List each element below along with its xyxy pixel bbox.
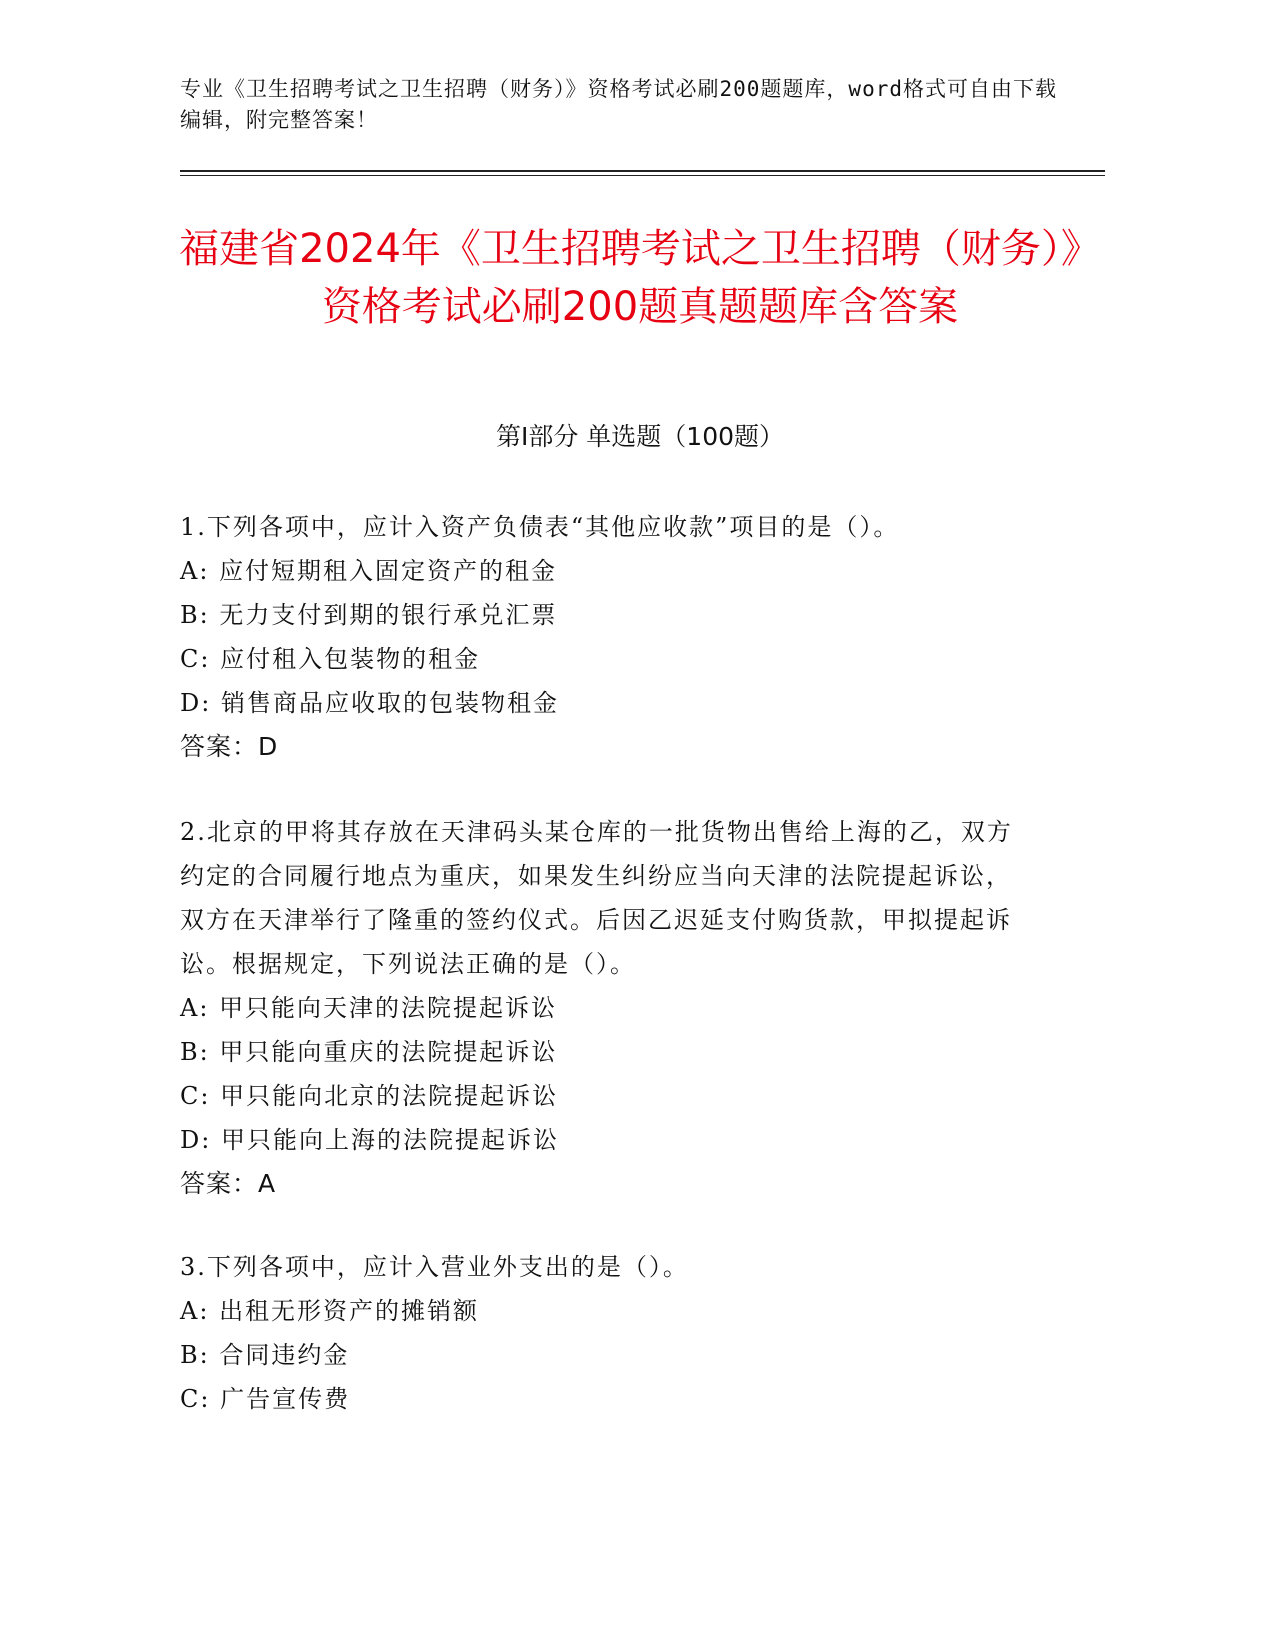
option-text: 应付短期租入固定资产的租金 <box>219 557 558 585</box>
option-a <box>180 549 1030 593</box>
option-key: A: <box>180 1297 210 1325</box>
option-key: C: <box>180 1082 211 1110</box>
option-a <box>180 986 1030 1030</box>
question-stem: 2.北京的甲将其存放在天津码头某仓库的一批货物出售给上海的乙，双方约定的合同履行地点为重庆，如果发生纠纷应当向天津的法院提起诉讼，双方在天津举行了隆重的签约仪式。后因乙迟延支付购货款，甲拟提起诉讼。根据规定，下列说法正确的是（）。 <box>180 818 1013 978</box>
option-key: B: <box>180 1341 210 1369</box>
header-rule-thin <box>180 175 1105 176</box>
option-key: D: <box>180 1126 212 1154</box>
option-key: A: <box>180 557 210 585</box>
option-c <box>180 637 1030 681</box>
question-2 <box>180 810 1030 1206</box>
option-key: B: <box>180 601 210 629</box>
option-key: C: <box>180 645 211 673</box>
option-key: B: <box>180 1038 210 1066</box>
option-text: 甲只能向上海的法院提起诉讼 <box>220 1126 559 1154</box>
option-text: 合同违约金 <box>219 1341 350 1369</box>
document-title: 福建省2024年《卫生招聘考试之卫生招聘（财务）》资格考试必刷200题真题题库含答案 <box>179 226 1101 330</box>
question-stem: 3.下列各项中，应计入营业外支出的是（）。 <box>180 1253 689 1281</box>
option-b <box>180 1030 1030 1074</box>
answer-line: 答案：D <box>180 732 279 761</box>
header-note: 专业《卫生招聘考试之卫生招聘（财务）》资格考试必刷200题题库，word格式可自由下载编辑，附完整答案！ <box>180 77 1057 132</box>
option-d <box>180 1118 1030 1162</box>
option-key: C: <box>180 1385 211 1413</box>
question-stem: 1.下列各项中，应计入资产负债表“其他应收款”项目的是（）。 <box>180 513 900 541</box>
option-c <box>180 1377 1030 1421</box>
option-a <box>180 1289 1030 1333</box>
option-b <box>180 593 1030 637</box>
option-text: 广告宣传费 <box>220 1385 351 1413</box>
option-text: 无力支付到期的银行承兑汇票 <box>219 601 558 629</box>
option-c <box>180 1074 1030 1118</box>
option-text: 出租无形资产的摊销额 <box>219 1297 480 1325</box>
option-key: A: <box>180 994 210 1022</box>
option-text: 甲只能向天津的法院提起诉讼 <box>219 994 558 1022</box>
option-key: D: <box>180 689 212 717</box>
option-text: 销售商品应收取的包装物租金 <box>220 689 559 717</box>
option-d <box>180 681 1030 725</box>
answer-line: 答案：A <box>180 1169 277 1198</box>
question-3 <box>180 1245 1030 1421</box>
question-1 <box>180 505 1030 769</box>
option-text: 甲只能向重庆的法院提起诉讼 <box>219 1038 558 1066</box>
section-heading: 第Ⅰ部分 单选题（100题） <box>495 422 785 451</box>
option-text: 甲只能向北京的法院提起诉讼 <box>220 1082 559 1110</box>
option-text: 应付租入包装物的租金 <box>220 645 481 673</box>
option-b <box>180 1333 1030 1377</box>
header-rule-thick <box>180 170 1105 172</box>
